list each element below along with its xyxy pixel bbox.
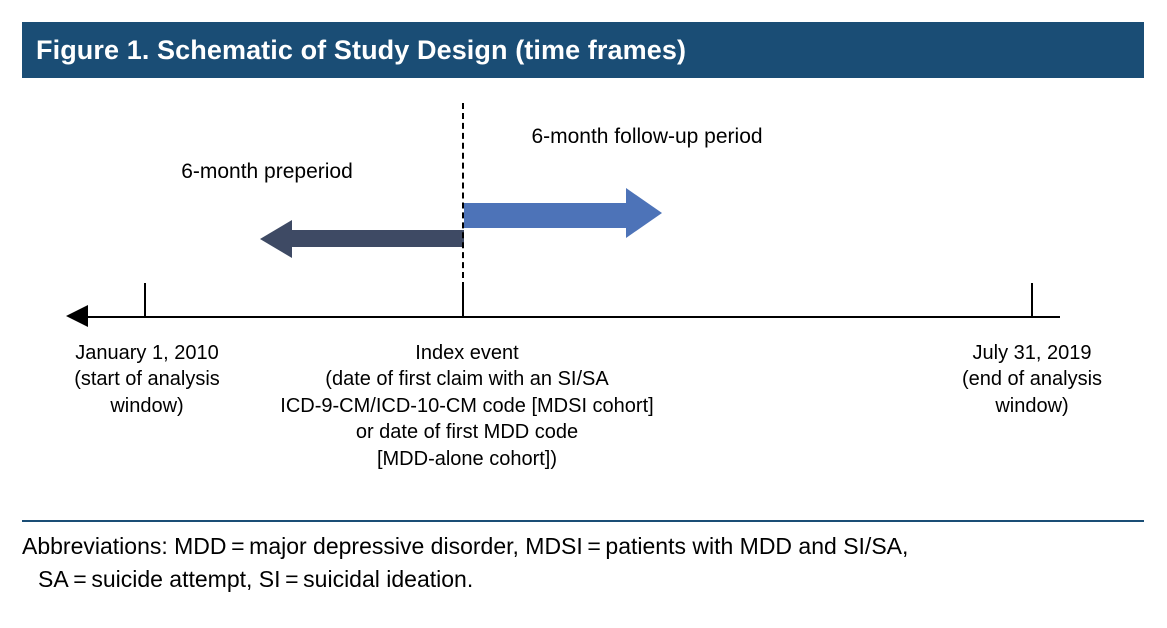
caption-line: Index event [415, 342, 519, 364]
caption-analysis-window-start [32, 340, 262, 419]
caption-line: (start of analysis [74, 368, 220, 391]
footnote-line-2: SA = suicide attempt, SI = suicidal ideation. [38, 565, 474, 592]
footnote [22, 530, 1144, 595]
tick-analysis-window-start [144, 283, 146, 318]
preperiod-arrow-head-icon [260, 220, 292, 258]
caption-index-event [237, 340, 697, 472]
footnote-line-1: Abbreviations: MDD = major depressive disorder, MDSI = patients with MDD and SI/SA, [22, 533, 909, 559]
caption-line: [MDD-alone cohort]) [376, 447, 558, 470]
caption-line: (end of analysis [961, 368, 1103, 391]
study-design-diagram [22, 78, 1144, 518]
followup-period-label: 6-month follow-up period [531, 125, 763, 148]
caption-analysis-window-end [922, 340, 1142, 419]
tick-analysis-window-end [1031, 283, 1033, 318]
preperiod-label: 6-month preperiod [181, 160, 353, 183]
footnote-divider [22, 520, 1144, 522]
caption-line: July 31, 2019 [972, 342, 1092, 364]
timeline-axis [70, 316, 1060, 318]
caption-line: (date of first claim with an SI/SA [325, 368, 609, 391]
preperiod-arrow-bar [290, 230, 464, 247]
index-event-dashed-line [462, 103, 464, 288]
caption-line: ICD-9-CM/ICD-10-CM code [MDSI cohort] [280, 394, 654, 417]
caption-line: January 1, 2010 [75, 342, 219, 364]
figure-title: Figure 1. Schematic of Study Design (time frames) [36, 34, 687, 65]
followup-arrow-head-icon [626, 188, 662, 238]
caption-line: window) [995, 394, 1069, 417]
caption-line: or date of first MDD code [355, 421, 579, 444]
followup-arrow-bar [464, 203, 628, 228]
caption-line: window) [110, 394, 184, 417]
figure-title-bar [22, 22, 1144, 78]
tick-index-event [462, 283, 464, 318]
